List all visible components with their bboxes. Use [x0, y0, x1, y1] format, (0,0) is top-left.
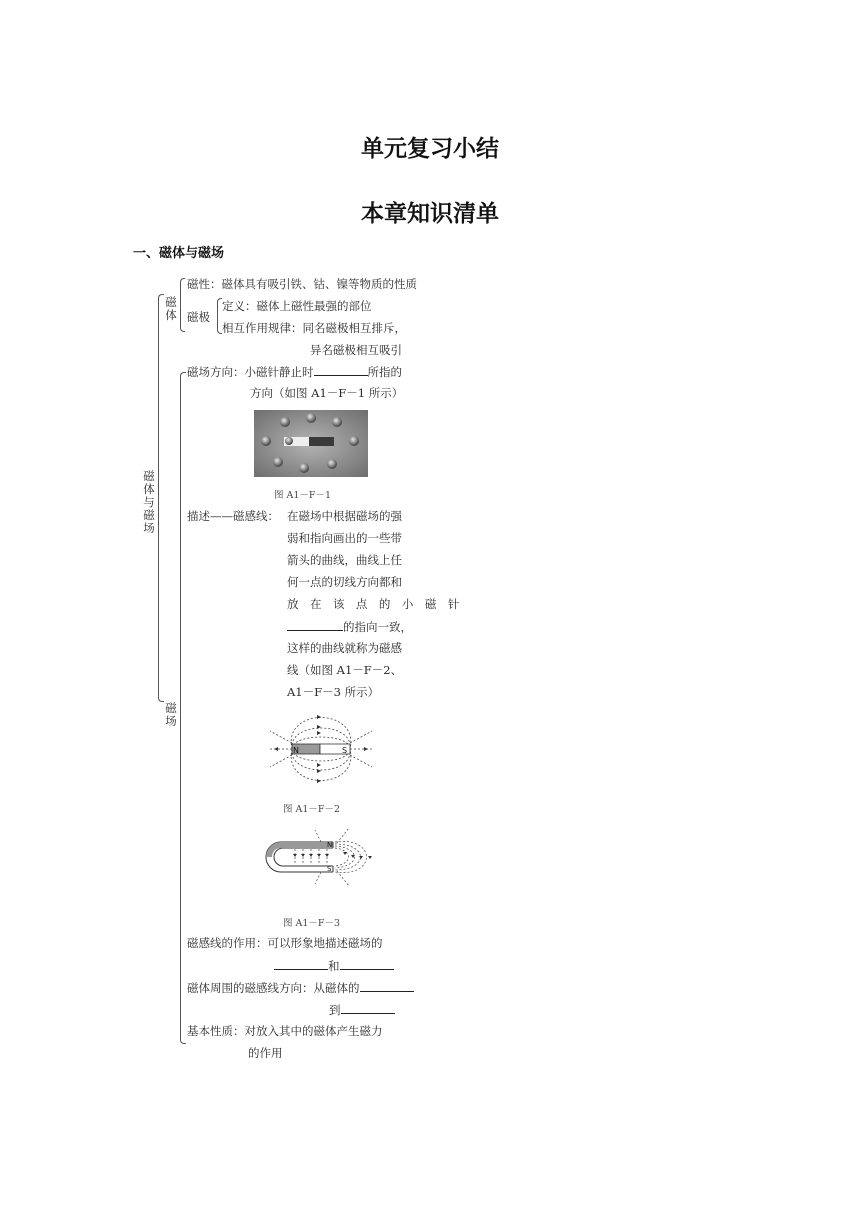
describe-blank-post: 的指向一致， — [343, 620, 412, 634]
describe-line-4: 何一点的切线方向都和 — [287, 575, 402, 589]
bar-magnet-field-illustration — [262, 703, 380, 795]
figure2-caption: 图 A1－F－2 — [283, 804, 341, 815]
describe-line-8: 线（如图 A1－F－2、 — [287, 663, 403, 677]
compass-photo-illustration — [254, 410, 368, 477]
root-label: 磁体与磁场 — [143, 469, 155, 535]
describe-line-9: A1－F－3 所示） — [287, 685, 380, 699]
figure-horseshoe-magnet — [253, 822, 379, 892]
direction-around-line2 — [329, 1001, 395, 1018]
bar-magnet-s-label: S — [342, 746, 348, 755]
direction-around-line1 — [187, 979, 414, 996]
direction-around-blank-1[interactable] — [360, 979, 414, 992]
describe-label: 描述——磁感线： — [187, 509, 279, 523]
describe-line-2: 弱和指向画出的一些带 — [287, 531, 402, 545]
field-direction-blank[interactable] — [314, 363, 368, 376]
horseshoe-field-illustration — [253, 822, 379, 892]
figure3-caption: 图 A1－F－3 — [283, 918, 341, 929]
root-brace — [158, 294, 164, 702]
field-brace — [180, 372, 186, 1044]
basic-property-line1: 基本性质：对放入其中的磁体产生磁力 — [187, 1024, 383, 1038]
usage-blank-1[interactable] — [274, 957, 328, 970]
describe-blank[interactable] — [287, 618, 343, 631]
direction-around-text: 磁体周围的磁感线方向：从磁体的 — [187, 981, 360, 995]
figure-compass-photo — [254, 410, 368, 477]
describe-line-5: 放 在 该 点 的 小 磁 针 — [287, 597, 464, 611]
field-direction-pre: 磁场方向：小磁针静止时 — [187, 365, 314, 379]
usage-line2 — [274, 957, 394, 974]
direction-around-to: 到 — [329, 1003, 341, 1017]
page-title: 单元复习小结 — [361, 136, 499, 162]
describe-line-3: 箭头的曲线，曲线上任 — [287, 553, 402, 567]
field-branch-label: 磁场 — [165, 701, 177, 728]
bar-magnet-n-label: N — [293, 746, 299, 755]
usage-and: 和 — [328, 959, 340, 973]
horseshoe-s-label: S — [327, 865, 332, 873]
describe-line-6 — [287, 618, 412, 635]
field-direction-line1 — [187, 363, 402, 380]
describe-line-7: 这样的曲线就称为磁感 — [287, 641, 402, 655]
pole-label: 磁极 — [187, 310, 210, 324]
direction-around-blank-2[interactable] — [341, 1001, 395, 1014]
section-heading: 一、磁体与磁场 — [133, 246, 225, 261]
pole-rule-line2: 异名磁极相互吸引 — [310, 343, 402, 357]
pole-rule-line1: 相互作用规律：同名磁极相互排斥， — [222, 321, 406, 335]
magnetism-property: 磁性：磁体具有吸引铁、钴、镍等物质的性质 — [187, 277, 417, 291]
basic-property-line2: 的作用 — [248, 1046, 283, 1060]
usage-blank-2[interactable] — [340, 957, 394, 970]
field-direction-post: 所指的 — [367, 365, 402, 379]
figure1-caption: 图 A1－F－1 — [274, 490, 332, 501]
magnet-brace — [180, 278, 185, 332]
page-subtitle: 本章知识清单 — [361, 201, 499, 227]
magnet-branch-label: 磁体 — [165, 295, 177, 322]
horseshoe-n-label: N — [327, 841, 333, 849]
figure-bar-magnet — [262, 703, 380, 795]
pole-definition: 定义：磁体上磁性最强的部位 — [222, 299, 372, 313]
usage-line1: 磁感线的作用：可以形象地描述磁场的 — [187, 936, 383, 950]
describe-line-1: 在磁场中根据磁场的强 — [287, 509, 402, 523]
field-direction-line2: 方向（如图 A1－F－1 所示） — [250, 386, 404, 400]
